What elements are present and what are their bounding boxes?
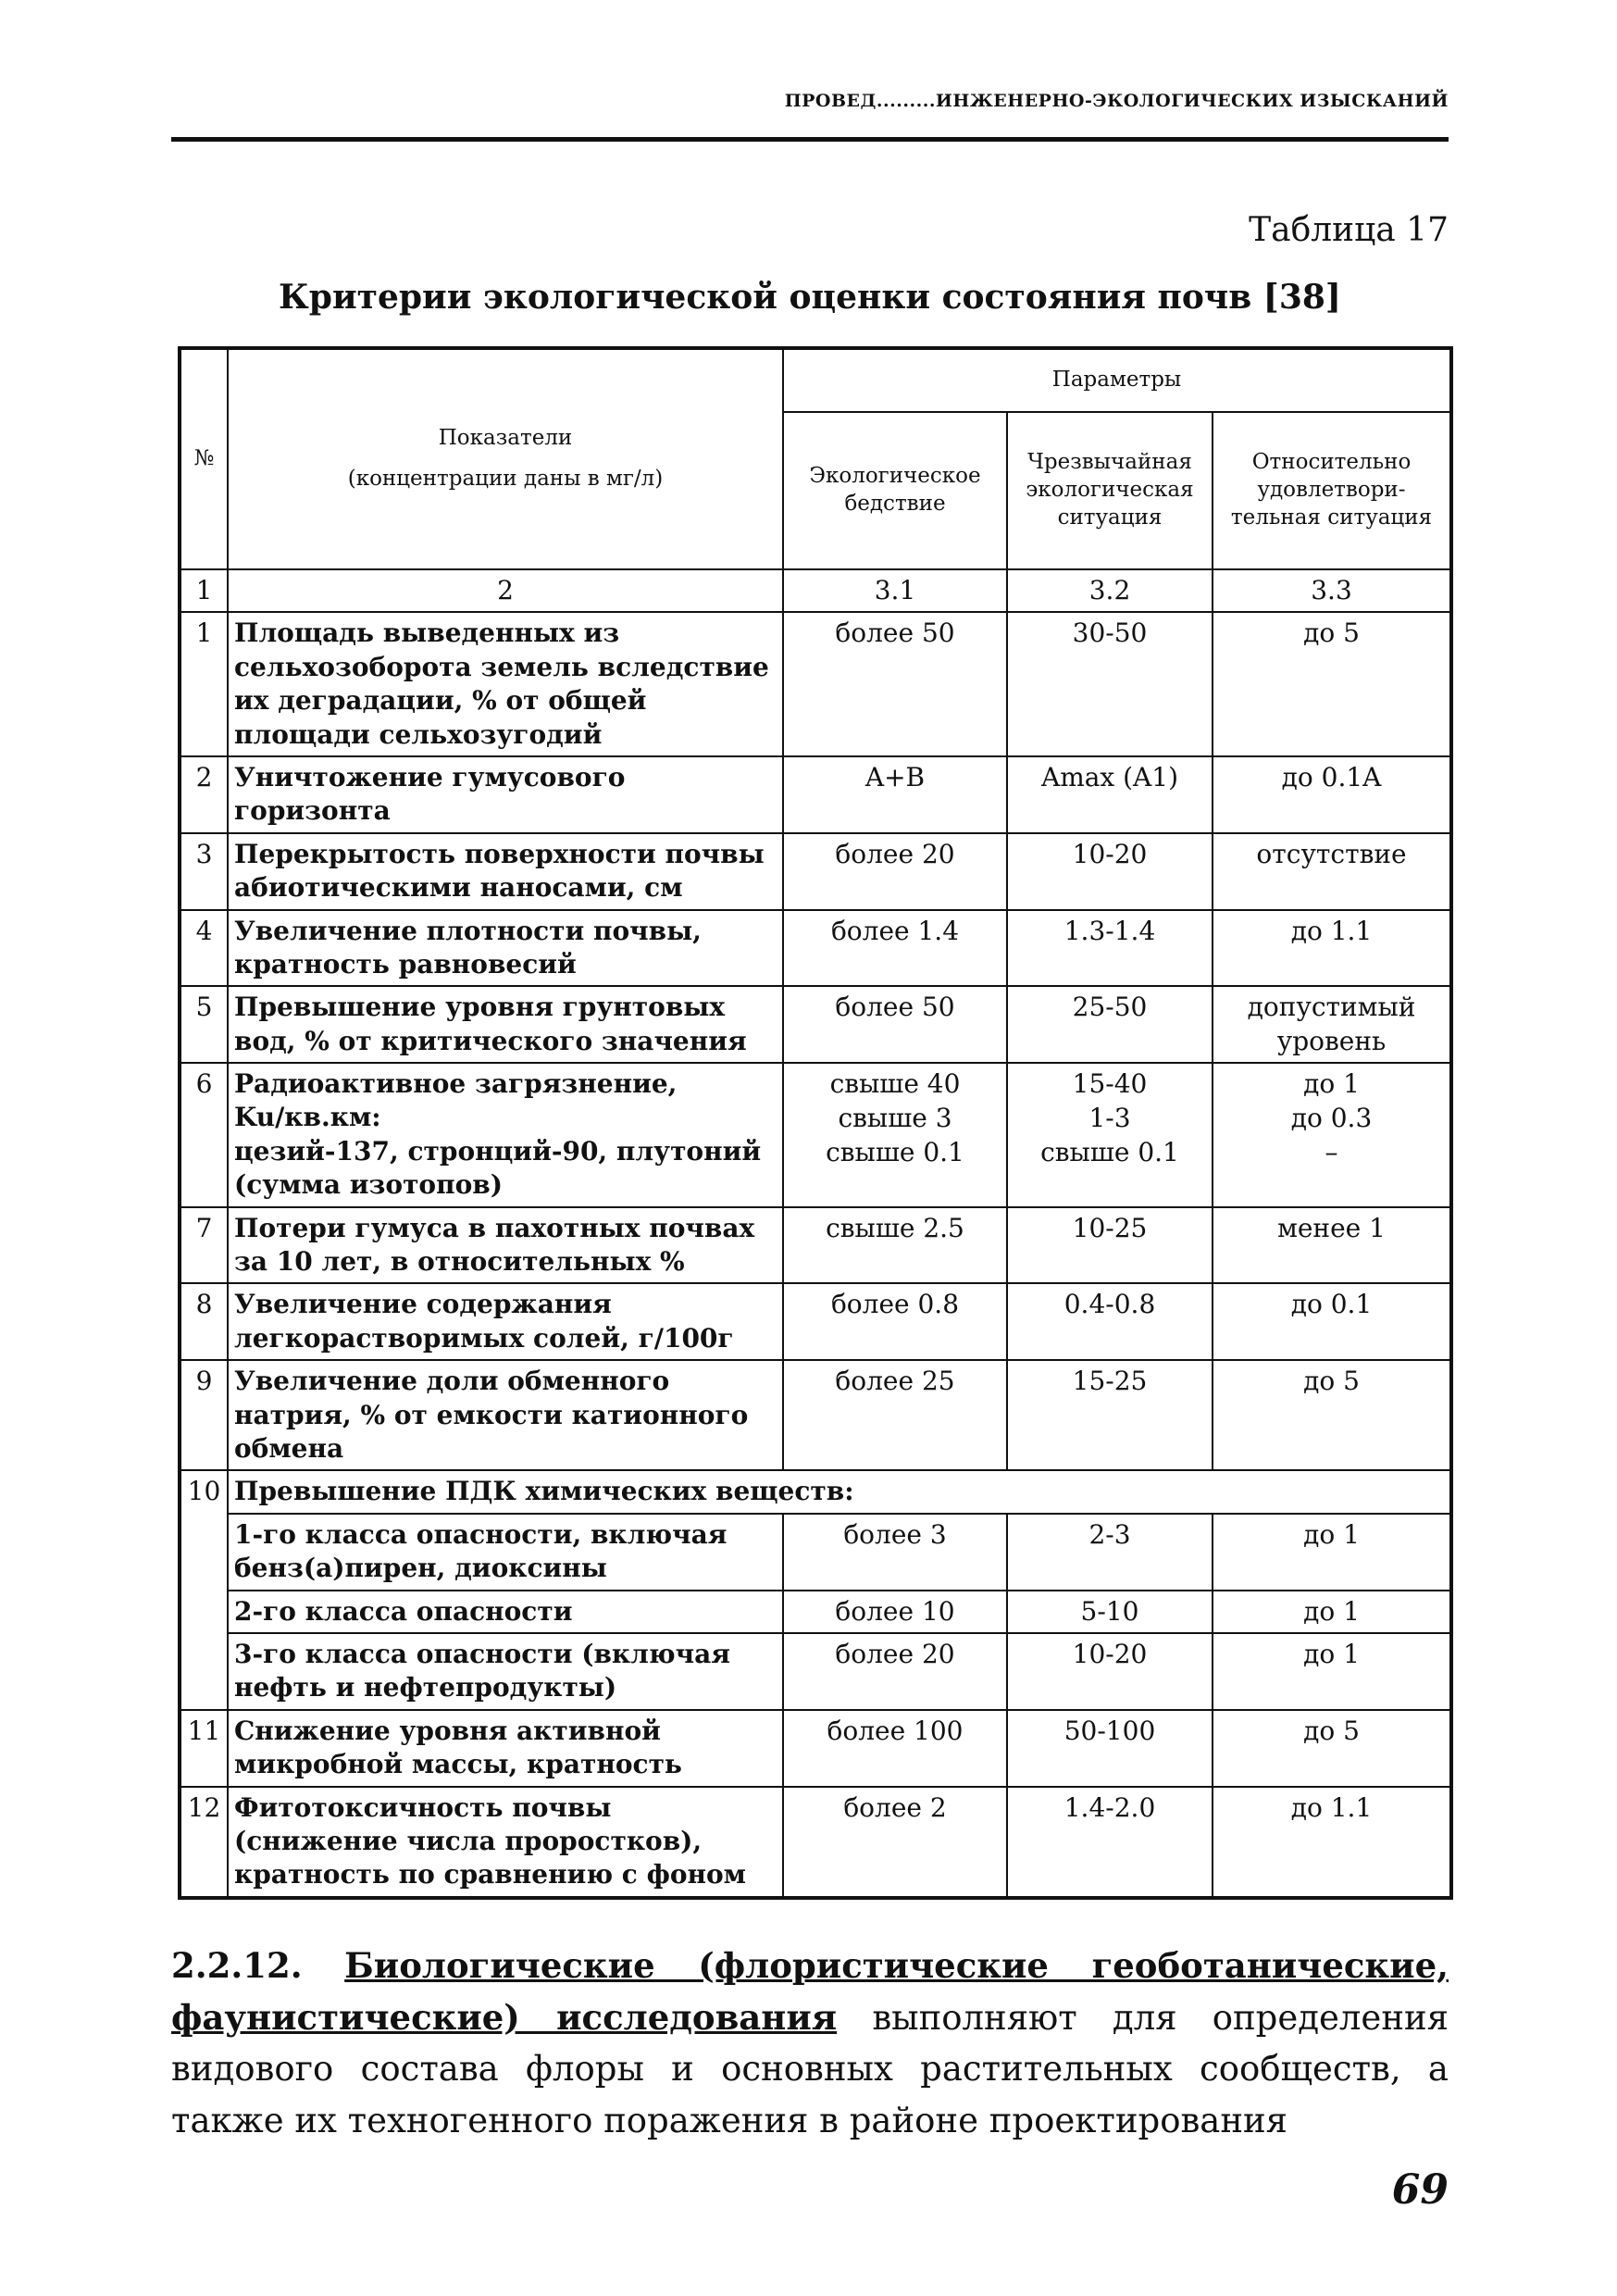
row-disaster: A+B — [783, 756, 1007, 833]
row-satisfactory: до 1.1 — [1213, 910, 1451, 987]
row-disaster: более 25 — [783, 1360, 1007, 1470]
row-disaster: более 100 — [783, 1710, 1007, 1787]
row-indicator: 3-го класса опасности (включая нефть и нефтепродукты) — [228, 1633, 783, 1710]
table-row — [180, 833, 1451, 910]
index-cell: 1 — [180, 569, 228, 612]
row-emergency — [1007, 1063, 1213, 1207]
row-emergency: Amax (A1) — [1007, 756, 1213, 833]
row-satisfactory: до 5 — [1213, 612, 1451, 756]
value-line: свыше 40 — [829, 1068, 961, 1100]
row-disaster: более 50 — [783, 612, 1007, 756]
row-indicator: Площадь выведенных из сельхозоборота земель вследствие их деградации, % от общей площади сельхозугодий — [228, 612, 783, 756]
row-emergency: 2-3 — [1007, 1514, 1213, 1591]
row-satisfactory: менее 1 — [1213, 1207, 1451, 1284]
head-indicators — [228, 348, 783, 569]
table-head-row-1 — [180, 348, 1451, 412]
row-satisfactory: до 0.1A — [1213, 756, 1451, 833]
row-number: 3 — [180, 833, 228, 910]
table-row — [180, 1710, 1451, 1787]
table-subrow — [180, 1633, 1451, 1710]
row-satisfactory: до 1.1 — [1213, 1787, 1451, 1898]
table-row — [180, 1787, 1451, 1898]
row-indicator: Фитотоксичность почвы (снижение числа проростков), кратность по сравнению с фоном — [228, 1787, 783, 1898]
row-number: 8 — [180, 1283, 228, 1360]
head-col-emergency: Чрезвычайная экологическая ситуация — [1007, 412, 1213, 569]
head-col-satisfactory: Относительно удовлетвори-тельная ситуация — [1213, 412, 1451, 569]
row-disaster: более 20 — [783, 833, 1007, 910]
row-emergency: 1.3-1.4 — [1007, 910, 1213, 987]
row-emergency: 10-25 — [1007, 1207, 1213, 1284]
value-line: – — [1325, 1136, 1338, 1167]
table-subrow — [180, 1514, 1451, 1591]
row-satisfactory: до 1 — [1213, 1633, 1451, 1710]
row-emergency: 5-10 — [1007, 1591, 1213, 1633]
row-indicator: Уничтожение гумусового горизонта — [228, 756, 783, 833]
index-row — [180, 569, 1451, 612]
row-indicator: 2-го класса опасности — [228, 1591, 783, 1633]
table-row — [180, 1063, 1451, 1207]
row-satisfactory: отсутствие — [1213, 833, 1451, 910]
row-satisfactory: до 5 — [1213, 1710, 1451, 1787]
value-line: свыше 3 — [838, 1103, 952, 1134]
row-emergency: 10-20 — [1007, 1633, 1213, 1710]
page-number: 69 — [1391, 2166, 1449, 2214]
table-title: Критерии экологической оценки состояния почв [38] — [279, 278, 1341, 317]
value-line: до 1 — [1303, 1068, 1360, 1100]
row-number: 2 — [180, 756, 228, 833]
row-indicator-line: Ku/кв.км: — [234, 1102, 381, 1133]
head-indicators-units: (концентрации даны в мг/л) — [347, 467, 664, 491]
row-indicator: Потери гумуса в пахотных почвах за 10 лет, в относительных % — [228, 1207, 783, 1284]
row-disaster: более 50 — [783, 986, 1007, 1063]
table-label: Таблица 17 — [1249, 211, 1449, 249]
row-emergency: 30-50 — [1007, 612, 1213, 756]
row-indicator: Увеличение доли обменного натрия, % от емкости катионного обмена — [228, 1360, 783, 1470]
section-heading: Биологические (флористические геоботанические, фаунистические) исследования — [171, 1945, 1449, 2038]
table-row — [180, 986, 1451, 1063]
table-row-group-heading — [180, 1470, 1451, 1513]
table-subrow — [180, 1591, 1451, 1633]
row-number: 6 — [180, 1063, 228, 1207]
table-row — [180, 1360, 1451, 1470]
row-indicator-line: Радиоактивное загрязнение, — [234, 1068, 678, 1100]
row-emergency: 15-25 — [1007, 1360, 1213, 1470]
row-disaster: более 3 — [783, 1514, 1007, 1591]
head-indicators-title: Показатели — [438, 426, 573, 451]
row-emergency: 50-100 — [1007, 1710, 1213, 1787]
row-disaster: более 0.8 — [783, 1283, 1007, 1360]
row-number: 5 — [180, 986, 228, 1063]
row-disaster: более 2 — [783, 1787, 1007, 1898]
row-disaster — [783, 1063, 1007, 1207]
row-satisfactory: до 5 — [1213, 1360, 1451, 1470]
running-header: ПРОВЕД.........ИНЖЕНЕРНО-ЭКОЛОГИЧЕСКИХ ИЗЫСКАНИЙ — [784, 91, 1449, 111]
row-emergency: 10-20 — [1007, 833, 1213, 910]
table-row — [180, 612, 1451, 756]
section-number: 2.2.12. — [171, 1945, 303, 1986]
value-line: до 0.3 — [1290, 1103, 1373, 1134]
row-satisfactory — [1213, 1063, 1451, 1207]
row-number: 11 — [180, 1710, 228, 1787]
group-heading: Превышение ПДК химических веществ: — [228, 1470, 1451, 1513]
row-number: 12 — [180, 1787, 228, 1898]
row-disaster: свыше 2.5 — [783, 1207, 1007, 1284]
value-line: 1-3 — [1088, 1103, 1131, 1134]
row-indicator: Превышение уровня грунтовых вод, % от критического значения — [228, 986, 783, 1063]
row-indicator: Увеличение плотности почвы, кратность равновесий — [228, 910, 783, 987]
index-cell: 3.3 — [1213, 569, 1451, 612]
table-row — [180, 1283, 1451, 1360]
value-line: 15-40 — [1072, 1068, 1148, 1100]
row-number: 1 — [180, 612, 228, 756]
table-row — [180, 756, 1451, 833]
index-cell: 3.1 — [783, 569, 1007, 612]
value-line: свыше 0.1 — [826, 1136, 964, 1167]
row-number: 4 — [180, 910, 228, 987]
value-line: свыше 0.1 — [1040, 1136, 1179, 1167]
index-cell: 3.2 — [1007, 569, 1213, 612]
row-indicator-line: цезий-137, стронций-90, плутоний (сумма изотопов) — [234, 1135, 762, 1201]
head-col-disaster: Экологическое бедствие — [783, 412, 1007, 569]
row-satisfactory: до 1 — [1213, 1514, 1451, 1591]
index-cell: 2 — [228, 569, 783, 612]
row-emergency: 1.4-2.0 — [1007, 1787, 1213, 1898]
header-rule — [171, 137, 1449, 142]
section-paragraph — [171, 1940, 1449, 2146]
row-satisfactory: до 0.1 — [1213, 1283, 1451, 1360]
row-emergency: 25-50 — [1007, 986, 1213, 1063]
row-emergency: 0.4-0.8 — [1007, 1283, 1213, 1360]
row-disaster: более 10 — [783, 1591, 1007, 1633]
head-parameters: Параметры — [783, 348, 1451, 412]
head-num: № — [180, 348, 228, 569]
row-indicator: Перекрытость поверхности почвы абиотическими наносами, см — [228, 833, 783, 910]
row-indicator: 1-го класса опасности, включая бенз(а)пирен, диоксины — [228, 1514, 783, 1591]
row-disaster: более 20 — [783, 1633, 1007, 1710]
row-indicator: Увеличение содержания легкорастворимых солей, г/100г — [228, 1283, 783, 1360]
row-number: 9 — [180, 1360, 228, 1470]
row-disaster: более 1.4 — [783, 910, 1007, 987]
row-indicator: Снижение уровня активной микробной массы, кратность — [228, 1710, 783, 1787]
table-row — [180, 910, 1451, 987]
row-number: 10 — [180, 1470, 228, 1709]
row-satisfactory: до 1 — [1213, 1591, 1451, 1633]
table-row — [180, 1207, 1451, 1284]
criteria-table — [178, 346, 1453, 1900]
section-text: выполняют для определения видового состава флоры и основных растительных сообществ, а также их техногенного поражения в районе проектирования — [171, 1997, 1449, 2140]
row-number: 7 — [180, 1207, 228, 1284]
row-satisfactory: допустимый уровень — [1213, 986, 1451, 1063]
row-indicator — [228, 1063, 783, 1207]
